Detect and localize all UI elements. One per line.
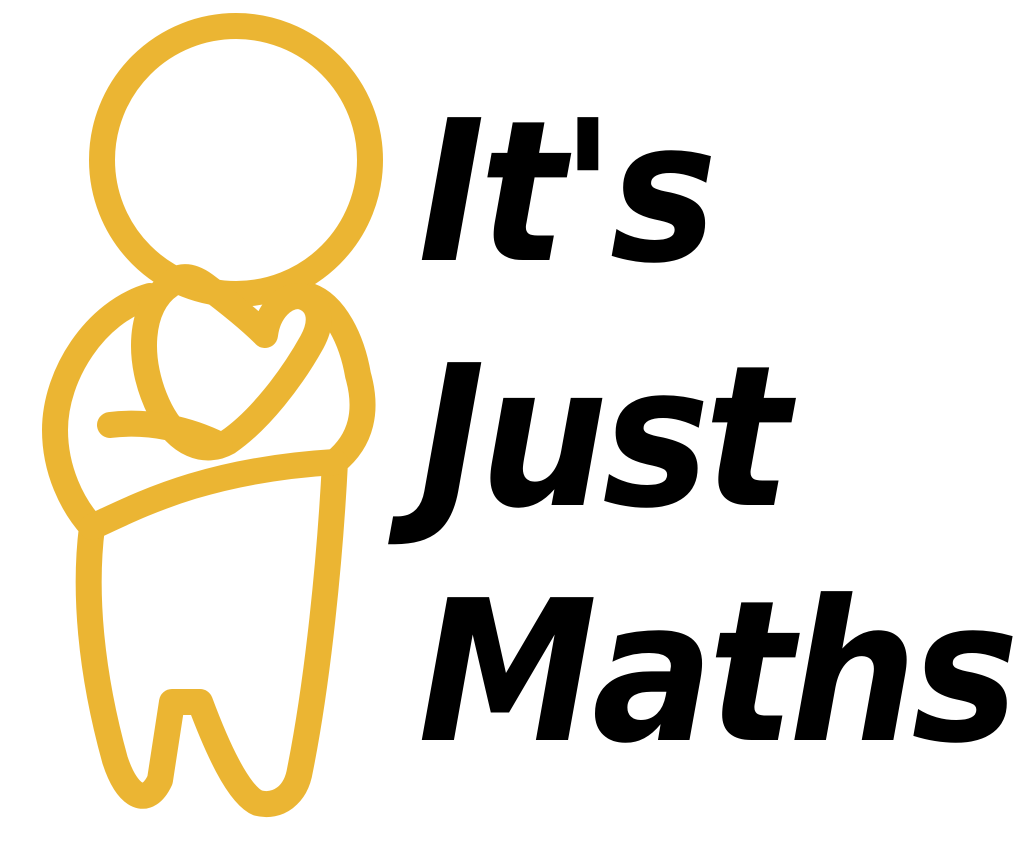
wordmark-line-just: Just bbox=[418, 324, 785, 552]
wordmark-line-maths: Maths bbox=[418, 559, 1014, 787]
body-shape bbox=[55, 296, 363, 804]
forearm-shape bbox=[110, 424, 220, 445]
wordmark bbox=[418, 79, 1014, 787]
thinking-person-icon bbox=[0, 0, 420, 841]
wordmark-line-its: It's bbox=[418, 79, 712, 307]
arm-shape bbox=[92, 462, 335, 527]
head-shape bbox=[102, 26, 370, 294]
